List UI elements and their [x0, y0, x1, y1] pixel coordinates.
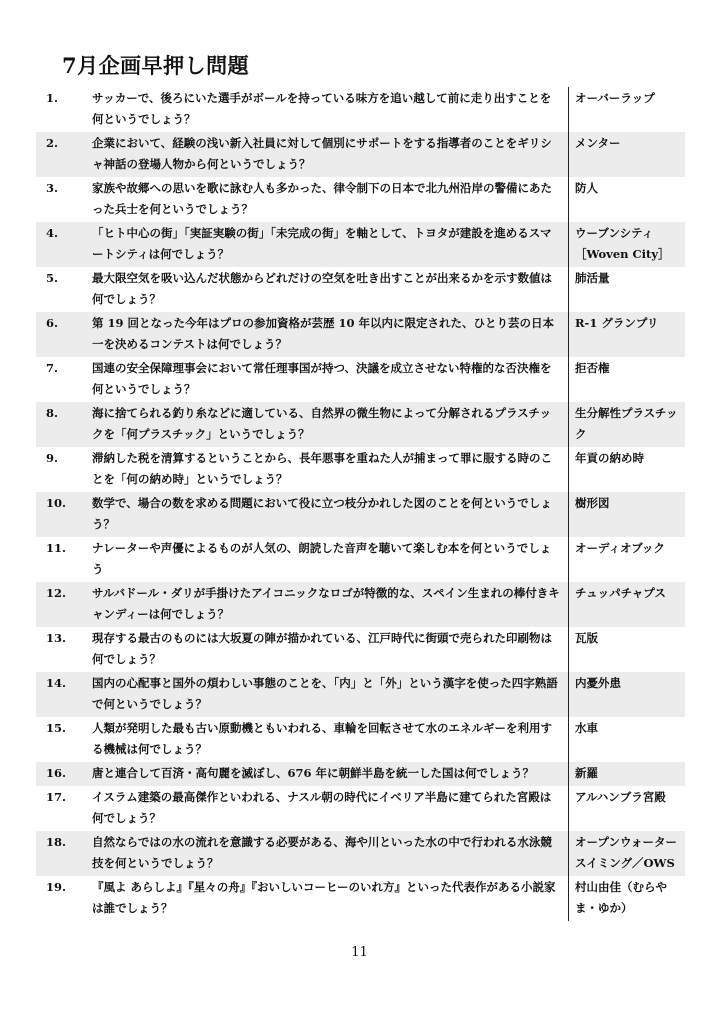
question-number: 14. [36, 672, 92, 717]
answer-text: ウーブンシティ［Woven City］ [569, 222, 686, 267]
question-text: 数学で、場合の数を求める問題において役に立つ枝分かれした図のことを何というでしょう？ [92, 492, 569, 537]
question-row [36, 672, 685, 717]
question-text: 企業において、経験の浅い新入社員に対して個別にサポートをする指導者のことをギリシャ神話の登場人物から何というでしょう？ [92, 132, 569, 177]
question-row [36, 267, 685, 312]
question-number: 1. [46, 91, 59, 105]
question-row [36, 222, 685, 267]
question-number: 19. [46, 880, 67, 894]
answer-text: チュッパチャプス [569, 582, 686, 627]
question-number: 6. [36, 312, 92, 357]
question-text: 国連の安全保障理事会において常任理事国が持つ、決議を成立させない特権的な否決権を何というでしょう？ [92, 361, 552, 396]
question-row [36, 492, 685, 537]
page-number: 11 [351, 945, 368, 960]
question-text: イスラム建築の最高傑作といわれる、ナスル朝の時代にイベリア半島に建てられた宮殿は何でしょう？ [92, 790, 552, 825]
question-text: 家族や故郷への思いを歌に詠む人も多かった、律令制下の日本で北九州沿岸の警備にあたった兵士を何というでしょう？ [92, 181, 552, 216]
answer-text: 生分解性プラスチック [569, 402, 686, 447]
question-text: 『風よ あらしよ』『星々の舟』『おいしいコーヒーのいれ方』といった代表作がある小説家は誰でしょう？ [92, 880, 556, 915]
answer-text: メンター [569, 132, 686, 177]
answer-text: 年貢の納め時 [569, 447, 686, 492]
question-number: 10. [36, 492, 92, 537]
page-title: 7月企画早押し問題 [62, 53, 250, 78]
question-row [36, 537, 685, 582]
question-row [36, 447, 685, 492]
question-number: 11. [46, 541, 67, 555]
question-row [36, 357, 685, 402]
question-text: 現存する最古のものには大坂夏の陣が描かれている、江戸時代に街頭で売られた印刷物は何でしょう？ [92, 631, 552, 666]
question-number: 15. [46, 721, 67, 735]
question-number: 8. [36, 402, 92, 447]
answer-text: オープンウォータースイミング／OWS [569, 831, 686, 876]
answer-text: 村山由佳（むらやま・ゆか） [569, 876, 686, 921]
question-text: ナレーターや声優によるものが人気の、朗読した音声を聴いて楽しむ本を何というでしょう [92, 541, 552, 576]
answer-text: 樹形図 [569, 492, 686, 537]
question-row [36, 627, 685, 672]
question-number: 4. [36, 222, 92, 267]
answer-text: R-1 グランプリ [569, 312, 686, 357]
question-text: サルバドール・ダリが手掛けたアイコニックなロゴが特徴的な、スペイン生まれの棒付きキャンディーは何でしょう？ [92, 582, 569, 627]
question-row [36, 876, 685, 921]
question-text: 海に捨てられる釣り糸などに適している、自然界の微生物によって分解されるプラスチックを「何プラスチック」というでしょう？ [92, 402, 569, 447]
question-row [36, 87, 685, 132]
question-number: 16. [36, 762, 92, 786]
question-number: 9. [46, 451, 59, 465]
question-text: 滞納した税を清算するということから、長年悪事を重ねた人が捕まって罪に服する時のことを「何の納め時」というでしょう？ [92, 451, 552, 486]
question-number: 13. [46, 631, 67, 645]
answer-text: 拒否権 [569, 357, 686, 402]
answer-text: 新羅 [569, 762, 686, 786]
question-text: 最大限空気を吸い込んだ状態からどれだけの空気を吐き出すことが出来るかを示す数値は何でしょう？ [92, 271, 552, 306]
answer-text: オーディオブック [569, 537, 686, 582]
question-number: 5. [46, 271, 59, 285]
question-table [36, 87, 685, 921]
question-number: 12. [36, 582, 92, 627]
question-number: 7. [46, 361, 59, 375]
question-row [36, 831, 685, 876]
question-row [36, 717, 685, 762]
question-text: 人類が発明した最も古い原動機ともいわれる、車輪を回転させて水のエネルギーを利用する機械は何でしょう？ [92, 721, 552, 756]
answer-text: 防人 [569, 177, 686, 222]
answer-text: 肺活量 [569, 267, 686, 312]
question-text: 「ヒト中心の街」「実証実験の街」「未完成の街」を軸として、トヨタが建設を進めるスマートシティは何でしょう？ [92, 222, 569, 267]
question-text: 自然ならではの水の流れを意識する必要がある、海や川といった水の中で行われる水泳競技を何というでしょう？ [92, 831, 569, 876]
answer-text: 瓦版 [569, 627, 686, 672]
question-number: 17. [46, 790, 67, 804]
answer-text: 水車 [569, 717, 686, 762]
answer-text: アルハンブラ宮殿 [569, 786, 686, 831]
question-row [36, 582, 685, 627]
question-row [36, 312, 685, 357]
answer-text: 内憂外患 [569, 672, 686, 717]
question-row [36, 762, 685, 786]
question-number: 18. [36, 831, 92, 876]
question-row [36, 786, 685, 831]
answer-text: オーバーラップ [569, 87, 686, 132]
question-text: 第 19 回となった今年はプロの参加資格が芸歴 10 年以内に限定された、ひとり芸の日本一を決めるコンテストは何でしょう？ [92, 312, 569, 357]
question-text: サッカーで、後ろにいた選手がボールを持っている味方を追い越して前に走り出すことを何というでしょう？ [92, 91, 552, 126]
question-row [36, 132, 685, 177]
question-text: 国内の心配事と国外の煩わしい事態のことを、「内」と「外」という漢字を使った四字熟語で何というでしょう？ [92, 672, 569, 717]
question-number: 2. [36, 132, 92, 177]
question-row [36, 402, 685, 447]
question-number: 3. [46, 181, 59, 195]
question-row [36, 177, 685, 222]
question-text: 唐と連合して百済・高句麗を滅ぼし、676 年に朝鮮半島を統一した国は何でしょう？ [92, 762, 569, 786]
